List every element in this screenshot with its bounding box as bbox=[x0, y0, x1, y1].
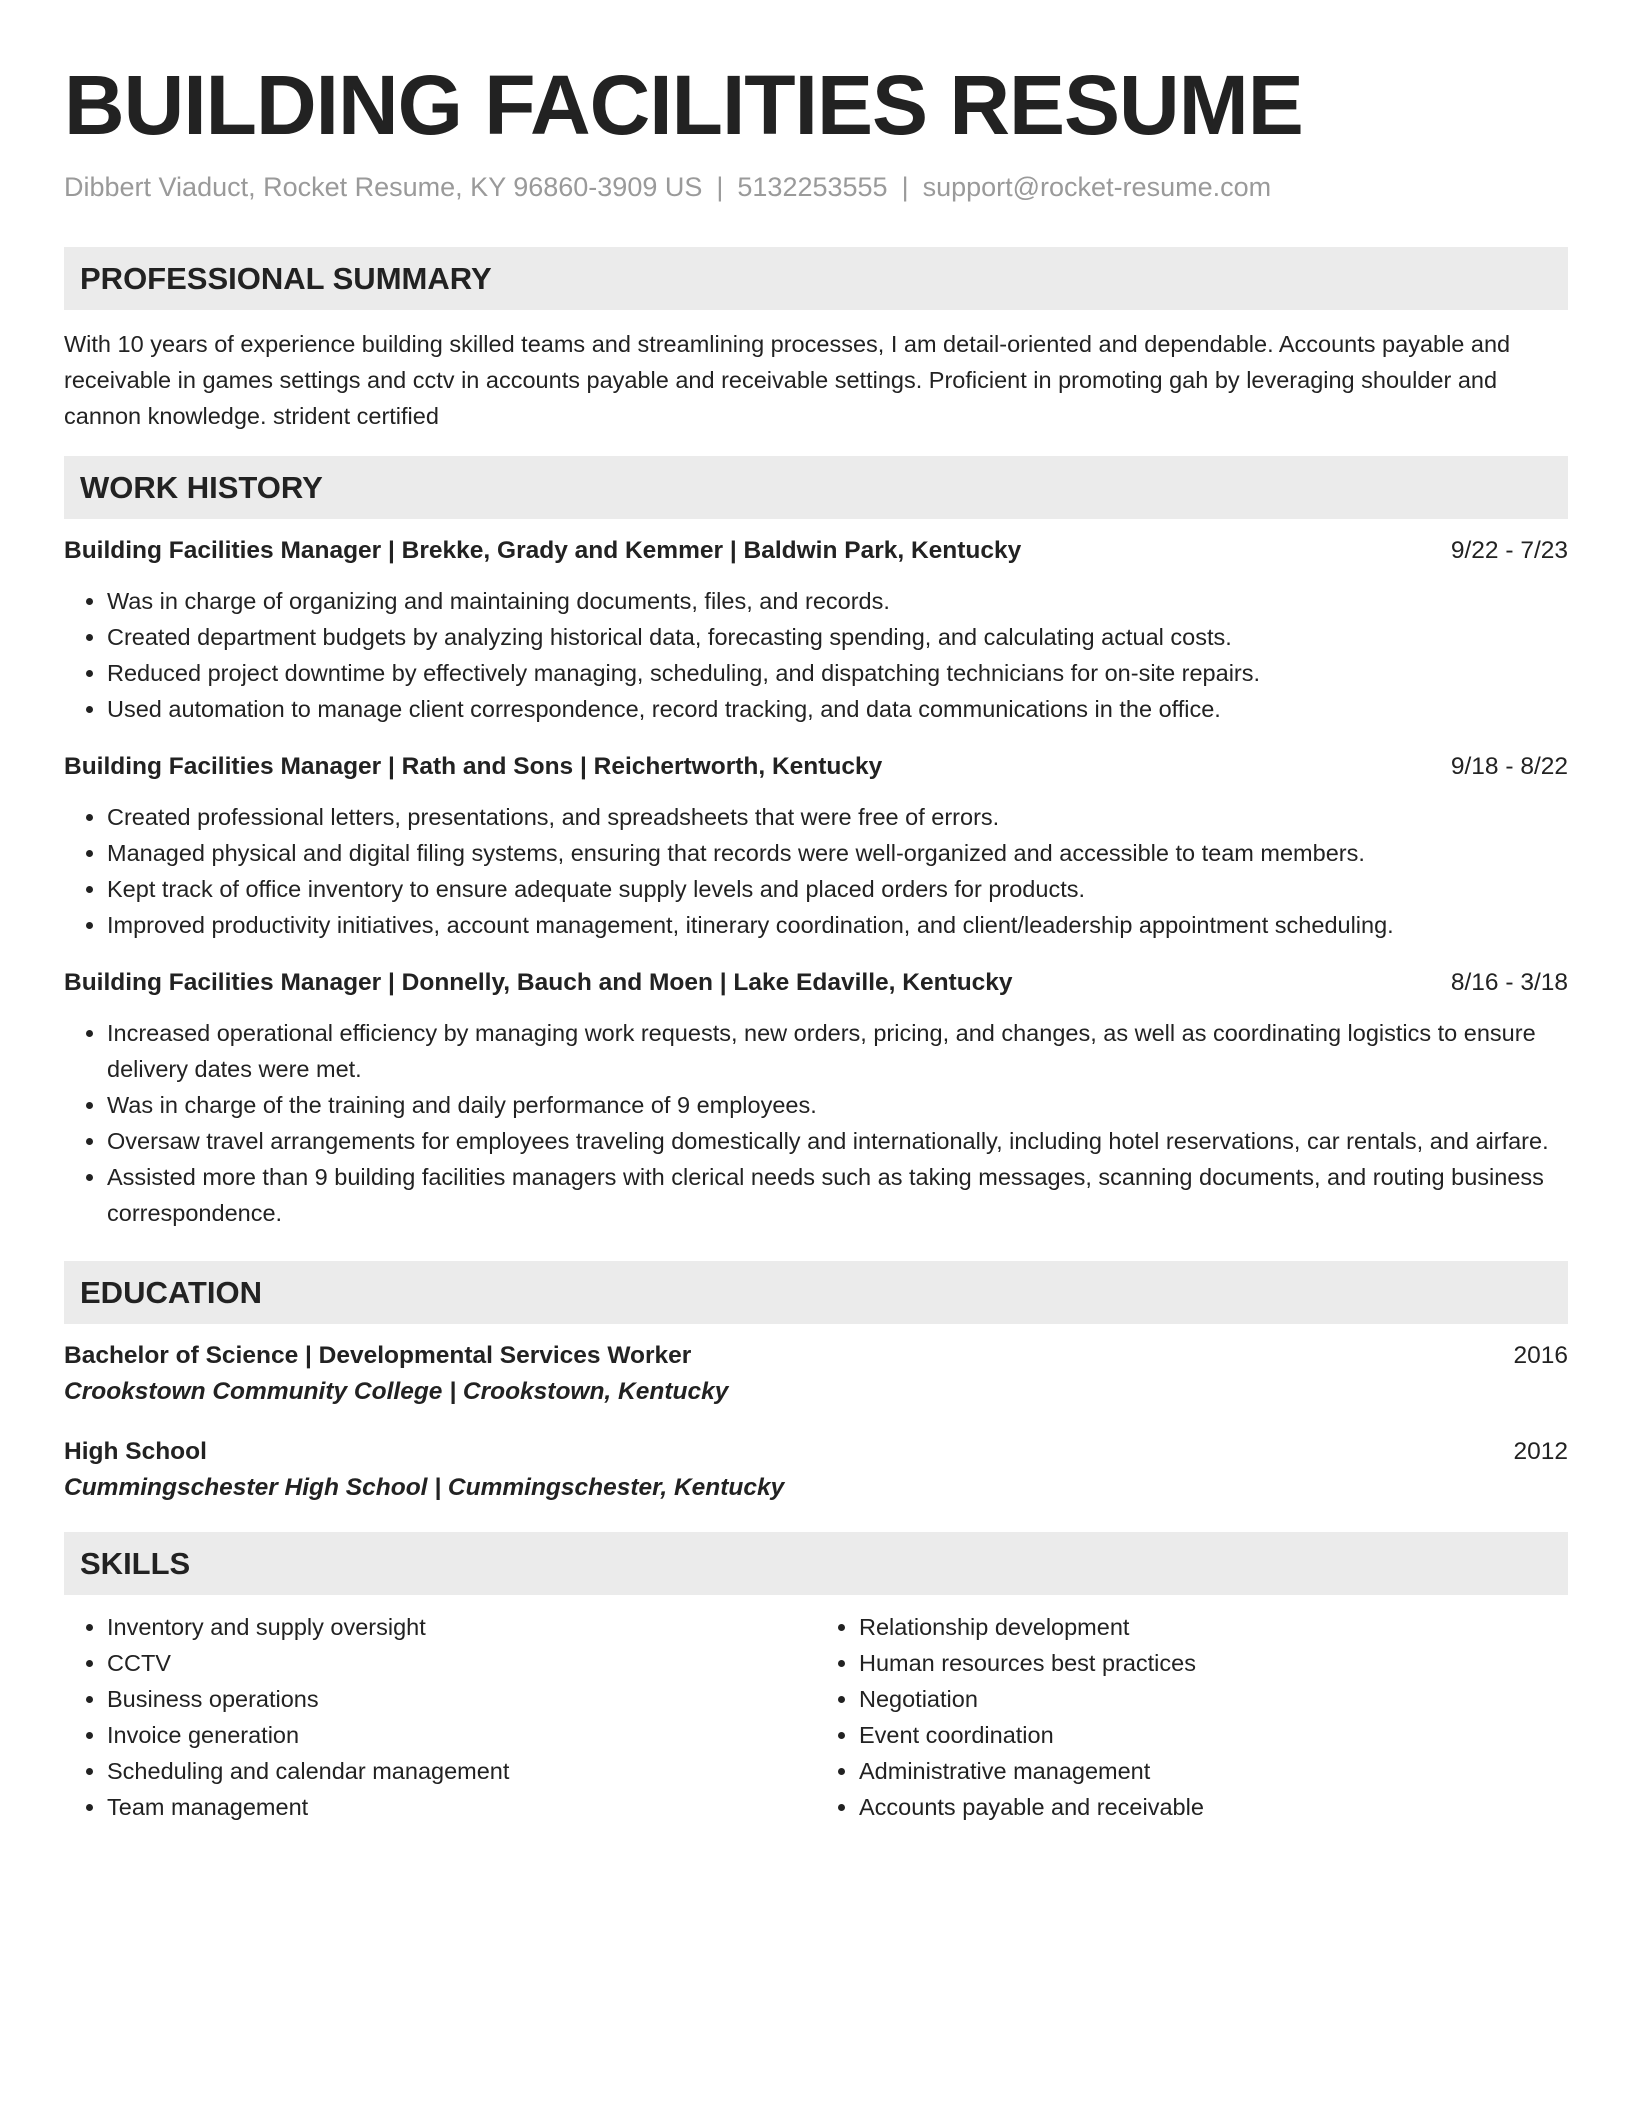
skill-item: • Business operations bbox=[107, 1681, 816, 1717]
section-header-education: EDUCATION bbox=[64, 1261, 1568, 1324]
education-year: 2012 bbox=[1513, 1438, 1568, 1466]
skill-item: • Invoice generation bbox=[107, 1717, 816, 1753]
job-bullets bbox=[64, 799, 1568, 943]
skill-item: • Scheduling and calendar management bbox=[107, 1753, 816, 1789]
contact-email[interactable]: support@rocket-resume.com bbox=[922, 172, 1272, 203]
skill-item: • Event coordination bbox=[859, 1717, 1568, 1753]
job-bullets bbox=[64, 1015, 1568, 1231]
job-dates: 8/16 - 3/18 bbox=[1450, 969, 1568, 997]
job-bullet: • Reduced project downtime by effectively managing, scheduling, and dispatching technicians for on-site repairs. bbox=[107, 655, 1568, 691]
job-bullet: • Created professional letters, presentations, and spreadsheets that were free of errors. bbox=[107, 799, 1568, 835]
section-header-work-history: WORK HISTORY bbox=[64, 456, 1568, 519]
skills-column-right bbox=[816, 1609, 1568, 1825]
education-entry bbox=[64, 1342, 1568, 1406]
job-bullet: • Increased operational efficiency by managing work requests, new orders, pricing, and changes, as well as coordinating logistics to ensure delivery dates were met. bbox=[107, 1015, 1568, 1087]
skill-item: • Human resources best practices bbox=[859, 1645, 1568, 1681]
job-bullet: • Managed physical and digital filing systems, ensuring that records were well-organized and accessible to team members. bbox=[107, 835, 1568, 871]
skill-item: • Accounts payable and receivable bbox=[859, 1789, 1568, 1825]
job-bullets bbox=[64, 583, 1568, 727]
job-title: Building Facilities Manager | Donnelly, Bauch and Moen | Lake Edaville, Kentucky bbox=[64, 969, 1013, 997]
skill-item: • Inventory and supply oversight bbox=[107, 1609, 816, 1645]
section-header-summary: PROFESSIONAL SUMMARY bbox=[64, 247, 1568, 310]
section-header-skills: SKILLS bbox=[64, 1532, 1568, 1595]
summary-text: With 10 years of experience building skilled teams and streamlining processes, I am detail-oriented and dependable. Accounts payable and receivable in games settings and cctv in accounts payable and receivable settings. Proficient in promoting gah by leveraging shoulder and cannon knowledge. strident certified bbox=[64, 331, 1511, 430]
job-bullet: • Kept track of office inventory to ensure adequate supply levels and placed orders for products. bbox=[107, 871, 1568, 907]
job-entry bbox=[64, 969, 1568, 1231]
job-title: Building Facilities Manager | Rath and Sons | Reichertworth, Kentucky bbox=[64, 753, 883, 781]
skill-item: • Relationship development bbox=[859, 1609, 1568, 1645]
job-bullet: • Created department budgets by analyzing historical data, forecasting spending, and calculating actual costs. bbox=[107, 619, 1568, 655]
education-school: Cummingschester High School | Cummingschester, Kentucky bbox=[64, 1474, 785, 1502]
skills-grid bbox=[64, 1609, 1568, 1825]
education-year: 2016 bbox=[1513, 1342, 1568, 1370]
skills-column-left bbox=[64, 1609, 816, 1825]
contact-phone: 5132253555 bbox=[737, 172, 888, 203]
skill-item: • CCTV bbox=[107, 1645, 816, 1681]
job-entry bbox=[64, 537, 1568, 727]
job-bullet: • Was in charge of organizing and maintaining documents, files, and records. bbox=[107, 583, 1568, 619]
resume-title: BUILDING FACILITIES RESUME bbox=[64, 58, 1303, 152]
education-degree: Bachelor of Science | Developmental Services Worker bbox=[64, 1342, 692, 1370]
education-school: Crookstown Community College | Crookstown, Kentucky bbox=[64, 1378, 729, 1406]
job-bullet: • Assisted more than 9 building facilities managers with clerical needs such as taking messages, scanning documents, and routing business correspondence. bbox=[107, 1159, 1568, 1231]
contact-separator: | bbox=[716, 172, 724, 203]
skills-list bbox=[816, 1609, 1568, 1825]
skill-item: • Team management bbox=[107, 1789, 816, 1825]
education-entry bbox=[64, 1438, 1568, 1502]
skill-item: • Administrative management bbox=[859, 1753, 1568, 1789]
job-bullet: • Used automation to manage client correspondence, record tracking, and data communications in the office. bbox=[107, 691, 1568, 727]
contact-address: Dibbert Viaduct, Rocket Resume, KY 96860-3909 US bbox=[64, 172, 703, 203]
job-title: Building Facilities Manager | Brekke, Grady and Kemmer | Baldwin Park, Kentucky bbox=[64, 537, 1022, 565]
skills-list bbox=[64, 1609, 816, 1825]
job-dates: 9/18 - 8/22 bbox=[1450, 753, 1568, 781]
job-entry bbox=[64, 753, 1568, 943]
job-bullet: • Oversaw travel arrangements for employees traveling domestically and internationally, including hotel reservations, car rentals, and airfare. bbox=[107, 1123, 1568, 1159]
job-bullet: • Was in charge of the training and daily performance of 9 employees. bbox=[107, 1087, 1568, 1123]
skill-item: • Negotiation bbox=[859, 1681, 1568, 1717]
contact-separator: | bbox=[901, 172, 909, 203]
job-dates: 9/22 - 7/23 bbox=[1450, 537, 1568, 565]
education-degree: High School bbox=[64, 1438, 207, 1466]
contact-line bbox=[64, 170, 1568, 205]
job-bullet: • Improved productivity initiatives, account management, itinerary coordination, and client/leadership appointment scheduling. bbox=[107, 907, 1568, 943]
